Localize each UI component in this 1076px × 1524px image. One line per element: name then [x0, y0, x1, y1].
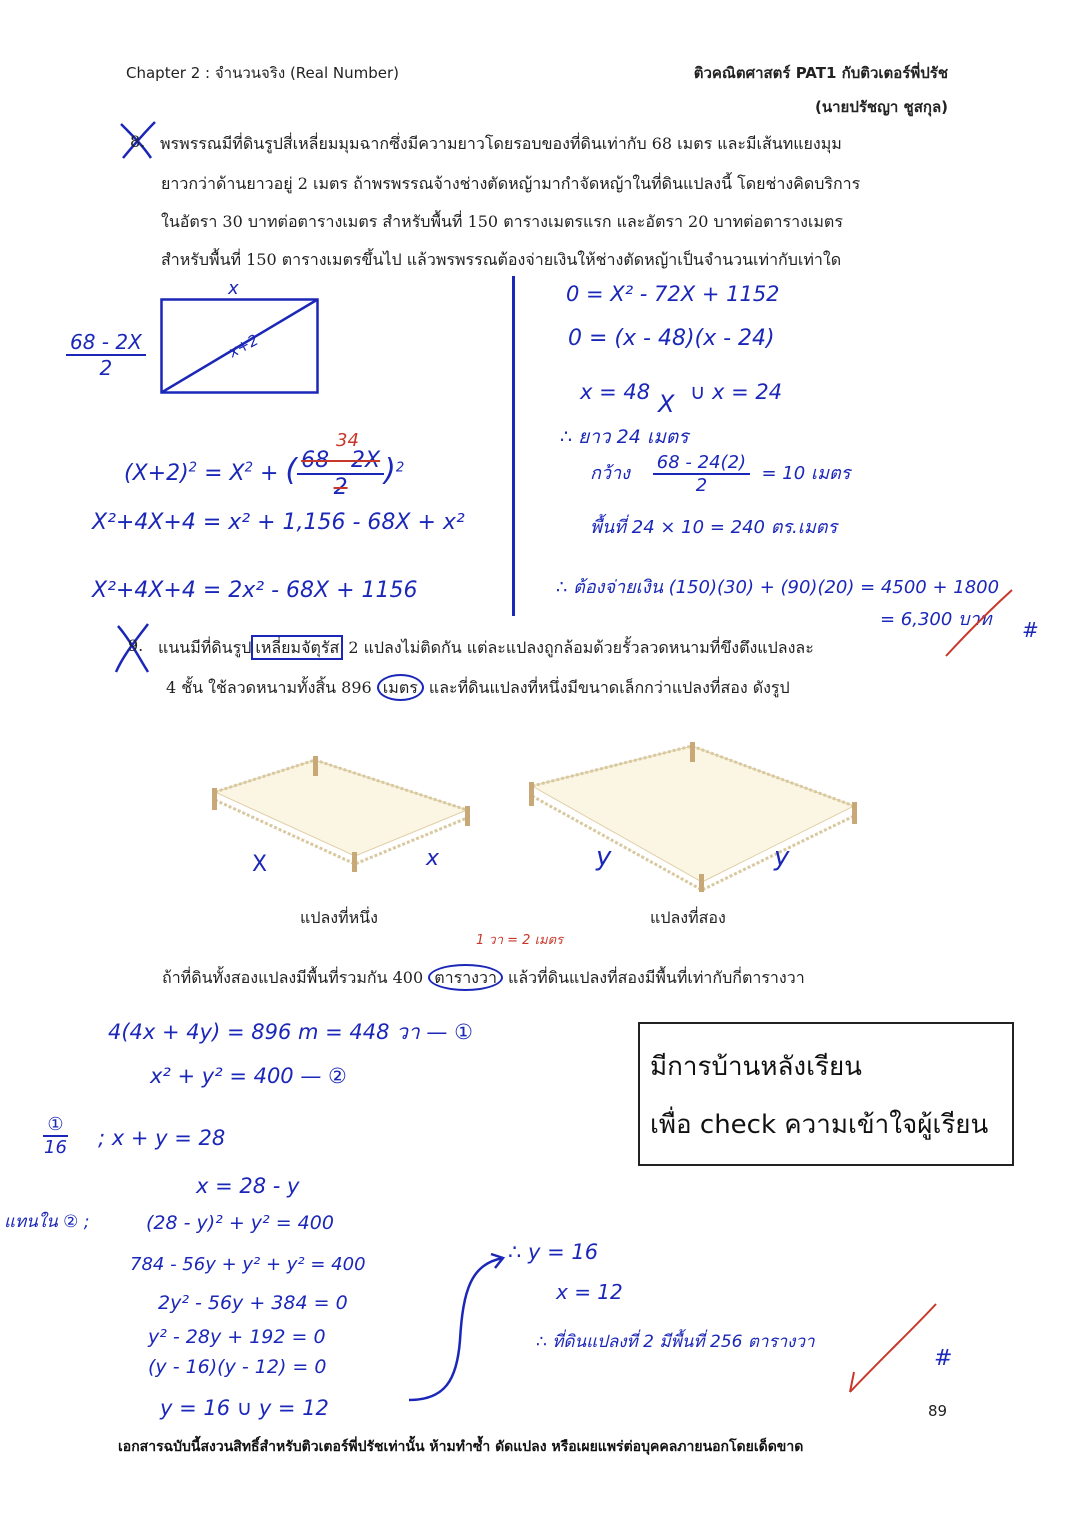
- author-name: (นายปรัชญา ชูสกุล): [815, 98, 948, 116]
- right-line-4: ∴ ยาว 24 เมตร: [560, 426, 689, 448]
- eq1-red-correction: 34: [336, 430, 359, 451]
- problem9-number: 9.: [128, 636, 144, 655]
- divide-numerator: ①: [43, 1114, 67, 1137]
- right-line-6: พื้นที่ 24 × 10 = 240 ตร.เมตร: [590, 517, 838, 538]
- problem8-line-3: ในอัตรา 30 บาทต่อตารางเมตร สำหรับพื้นที่ 150 ตารางเมตรแรก และอัตรา 20 บาทต่อตารางเมตร: [161, 212, 843, 231]
- plot1-side-a: X: [252, 852, 268, 877]
- question-b: แล้วที่ดินแปลงที่สองมีพื้นที่เท่ากับกี่ตารางวา: [502, 968, 805, 987]
- check-mark-icon: [940, 586, 1020, 660]
- plot1-side-b: x: [426, 846, 440, 871]
- result-x: x = 12: [556, 1280, 623, 1304]
- work9-line-1: 4(4x + 4y) = 896 m = 448 วา — ①: [108, 1020, 473, 1044]
- chapter-title: Chapter 2 : จำนวนจริง (Real Number): [126, 64, 400, 82]
- eq1-denominator: 2: [333, 475, 348, 500]
- work9-divide: [40, 1114, 71, 1158]
- problem9-line-1: [158, 636, 814, 661]
- right-line-5: [590, 452, 850, 496]
- work9-line-2: x² + y² = 400 — ②: [150, 1064, 347, 1088]
- problem9-question: [162, 966, 805, 991]
- boxed-word: เหลี่ยมจัตุรัส: [251, 635, 343, 660]
- right-line-8: = 6,300 บาท: [880, 609, 992, 630]
- side-denominator: 2: [99, 356, 113, 380]
- homework-note-box: [638, 1022, 1014, 1166]
- fence-plot-2-image: [522, 742, 862, 892]
- diagram-top-label: x: [228, 278, 239, 299]
- note-line-1: มีการบ้านหลังเรียน: [650, 1052, 862, 1082]
- circled-word: เมตร: [377, 674, 424, 701]
- check-mark-icon: [844, 1300, 944, 1396]
- plot2-caption: แปลงที่สอง: [650, 908, 726, 927]
- problem9-line-1-b: 2 แปลงไม่ติดกัน แต่ละแปลงถูกล้อมด้วยรั้วลวดหนามที่ขึงตึงแปลงละ: [343, 638, 814, 657]
- reject-mark: X: [658, 390, 675, 418]
- problem9-line-1-a: แนนมีที่ดินรูป: [158, 638, 252, 657]
- problem9-line-2-b: และที่ดินแปลงที่หนึ่งมีขนาดเล็กกว่าแปลงที่สอง ดังรูป: [423, 678, 790, 697]
- result-area: ∴ ที่ดินแปลงที่ 2 มีพื้นที่ 256 ตารางวา: [536, 1332, 815, 1352]
- work9-line-3: ; x + y = 28: [98, 1126, 226, 1150]
- plot2-side-a: y: [596, 842, 612, 872]
- work9-substitute-label: แทนใน ② ;: [4, 1212, 90, 1232]
- divide-denominator: 16: [44, 1137, 67, 1158]
- right-line-3a: x = 48: [580, 380, 651, 404]
- right-line-2: 0 = (x - 48)(x - 24): [568, 326, 775, 351]
- result-y: ∴ y = 16: [508, 1240, 599, 1264]
- question-a: ถ้าที่ดินทั้งสองแปลงมีพื้นที่รวมกัน 400: [162, 968, 429, 987]
- work9-line-6: 784 - 56y + y² + y² = 400: [130, 1254, 366, 1275]
- width-label: กว้าง: [590, 463, 630, 484]
- width-denominator: 2: [695, 475, 708, 496]
- work9-line-4: x = 28 - y: [196, 1174, 300, 1198]
- work9-line-8: y² - 28y + 192 = 0: [148, 1326, 326, 1348]
- side-numerator: 68 - 2X: [66, 330, 146, 356]
- plot2-side-b: y: [774, 842, 790, 872]
- problem8-line-4: สำหรับพื้นที่ 150 ตารางเมตรขึ้นไป แล้วพรพรรณต้องจ่ายเงินให้ช่างตัดหญ้าเป็นจำนวนเท่ากับเท่าใด: [161, 250, 842, 269]
- result-hash-mark: #: [934, 1346, 953, 1371]
- answer-hash-mark: #: [1022, 618, 1039, 642]
- problem8-line-2: ยาวกว่าด้านยาวอยู่ 2 เมตร ถ้าพรพรรณจ้างช่างตัดหญ้ามากำจัดหญ้าในที่ดินแปลงนี้ โดยช่างคิดบริการ: [161, 174, 861, 193]
- problem8-line-1: พรพรรณมีที่ดินรูปสี่เหลี่ยมมุมฉากซึ่งมีความยาวโดยรอบของที่ดินเท่ากับ 68 เมตร และมีเส้นทแยงมุม: [160, 134, 842, 153]
- divider-line: [512, 276, 515, 616]
- eq1-plus: +: [259, 461, 279, 486]
- eq1-numerator: 68 - 2X: [297, 448, 384, 475]
- work-eq3: X²+4X+4 = 2x² - 68X + 1156: [92, 578, 418, 603]
- course-title: ติวคณิตศาสตร์ PAT1 กับติวเตอร์พี่ปรัช: [693, 64, 948, 82]
- work9-line-5: (28 - y)² + y² = 400: [146, 1212, 334, 1234]
- page-number: 89: [928, 1402, 948, 1420]
- arrow-icon: [405, 1250, 515, 1410]
- right-line-7: ∴ ต้องจ่ายเงิน (150)(30) + (90)(20) = 4500 + 1800: [556, 577, 1000, 598]
- work-eq2: X²+4X+4 = x² + 1,156 - 68X + x²: [92, 510, 465, 535]
- copyright-footer: เอกสารฉบับนี้สงวนสิทธิ์สำหรับติวเตอร์พี่ปรัชเท่านั้น ห้ามทำซ้ำ ดัดแปลง หรือเผยแพร่ต่อบุคคลภายนอกโดยเด็ดขาด: [118, 1439, 804, 1455]
- work9-line-10: y = 16 ∪ y = 12: [160, 1396, 329, 1420]
- right-line-3b: ∪ x = 24: [690, 380, 783, 404]
- work9-line-7: 2y² - 56y + 384 = 0: [158, 1292, 348, 1314]
- note-line-2: เพื่อ check ความเข้าใจผู้เรียน: [650, 1110, 989, 1140]
- work9-line-9: (y - 16)(y - 12) = 0: [148, 1356, 327, 1378]
- problem9-line-2: [166, 676, 790, 701]
- problem8-number: 8.: [130, 132, 146, 151]
- width-result: = 10 เมตร: [761, 463, 851, 484]
- plot1-caption: แปลงที่หนึ่ง: [300, 908, 378, 927]
- problem9-line-2-a: 4 ชั้น ใช้ลวดหนามทั้งสิ้น 896: [166, 678, 377, 697]
- unit-conversion-note: 1 วา = 2 เมตร: [476, 933, 564, 948]
- eq1-mid: = X: [204, 461, 245, 486]
- width-numerator: 68 - 24(2): [653, 452, 750, 475]
- circled-unit: ตารางวา: [428, 964, 503, 991]
- diagram-diagonal-label: x+2: [225, 330, 262, 362]
- right-line-1: 0 = X² - 72X + 1152: [566, 282, 780, 306]
- diagram-side-label: [66, 330, 146, 380]
- work-eq1: $(X+2)^2 = X^2$ + ( $\frac{68 - 2X}{2}$ )$^2$: [124, 448, 405, 500]
- eq1-lhs: (X+2): [124, 461, 189, 486]
